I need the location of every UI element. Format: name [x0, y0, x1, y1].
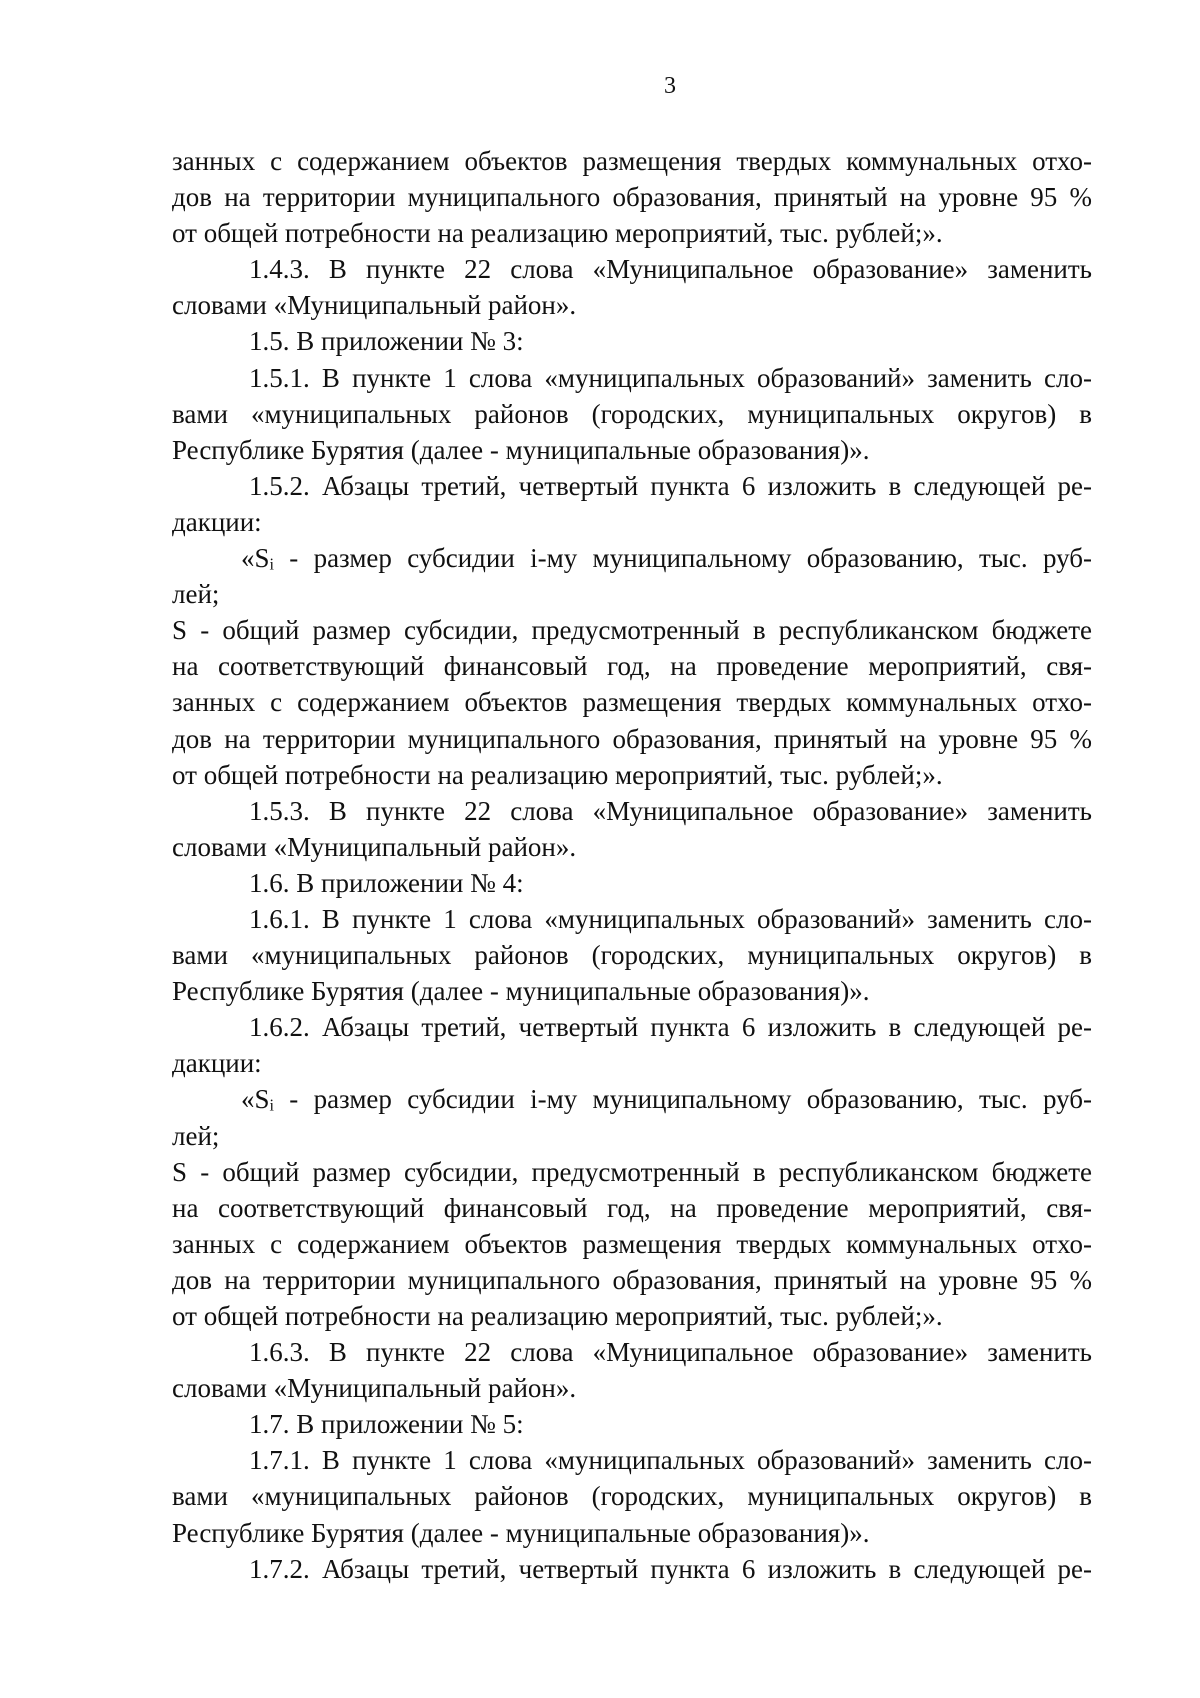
text-line: словами «Муниципальный район». — [172, 1373, 577, 1404]
text-line: 1.7.2. Абзацы третий, четвертый пункта 6 изложить в следующей ре- — [249, 1553, 1092, 1584]
text-line: 1.7.1. В пункте 1 слова «муниципальных образований» заменить сло- — [249, 1445, 1092, 1476]
text-line: «Sᵢ - размер субсидии i-му муниципальному образованию, тыс. руб- — [241, 543, 1092, 574]
text-line: Республике Бурятия (далее - муниципальные образования)». — [172, 434, 870, 465]
text-line: от общей потребности на реализацию мероприятий, тыс. рублей;». — [172, 218, 943, 249]
text-line: 1.6.1. В пункте 1 слова «муниципальных образований» заменить сло- — [249, 903, 1092, 934]
text-line: 1.6.3. В пункте 22 слова «Муниципальное образование» заменить — [249, 1337, 1092, 1368]
page-number: 3 — [664, 73, 676, 99]
text-line: дов на территории муниципального образования, принятый на уровне 95 % — [172, 1264, 1092, 1295]
text-line: S - общий размер субсидии, предусмотренный в республиканском бюджете — [172, 1156, 1092, 1187]
text-line: 1.6.2. Абзацы третий, четвертый пункта 6 изложить в следующей ре- — [249, 1012, 1092, 1043]
text-line: S - общий размер субсидии, предусмотренный в республиканском бюджете — [172, 615, 1092, 646]
text-line: от общей потребности на реализацию мероприятий, тыс. рублей;». — [172, 759, 943, 790]
text-line: Республике Бурятия (далее - муниципальные образования)». — [172, 1517, 870, 1548]
text-line: Республике Бурятия (далее - муниципальные образования)». — [172, 976, 870, 1007]
text-line: 1.5.3. В пункте 22 слова «Муниципальное образование» заменить — [249, 795, 1092, 826]
text-line: 1.4.3. В пункте 22 слова «Муниципальное образование» заменить — [249, 254, 1092, 285]
document-body — [172, 143, 1092, 1587]
text-line: занных с содержанием объектов размещения твердых коммунальных отхо- — [172, 1228, 1092, 1259]
text-line: словами «Муниципальный район». — [172, 831, 577, 862]
text-line: «Sᵢ - размер субсидии i-му муниципальному образованию, тыс. руб- — [241, 1084, 1092, 1115]
text-line: вами «муниципальных районов (городских, муниципальных округов) в — [172, 940, 1092, 971]
text-line: дов на территории муниципального образования, принятый на уровне 95 % — [172, 182, 1092, 213]
text-line: дакции: — [172, 506, 262, 537]
text-line: занных с содержанием объектов размещения твердых коммунальных отхо- — [172, 146, 1092, 176]
text-line: словами «Муниципальный район». — [172, 290, 577, 321]
text-line: от общей потребности на реализацию мероприятий, тыс. рублей;». — [172, 1301, 943, 1331]
text-line: дакции: — [172, 1048, 262, 1079]
text-line: 1.5. В приложении № 3: — [249, 326, 524, 357]
text-line: вами «муниципальных районов (городских, муниципальных округов) в — [172, 398, 1092, 429]
text-line: 1.7. В приложении № 5: — [249, 1409, 524, 1440]
text-line: занных с содержанием объектов размещения твердых коммунальных отхо- — [172, 687, 1092, 718]
text-line: на соответствующий финансовый год, на проведение мероприятий, свя- — [172, 1192, 1092, 1223]
text-line: дов на территории муниципального образования, принятый на уровне 95 % — [172, 723, 1092, 754]
text-line: на соответствующий финансовый год, на проведение мероприятий, свя- — [172, 651, 1092, 682]
text-line: 1.6. В приложении № 4: — [249, 867, 524, 898]
text-line: 1.5.2. Абзацы третий, четвертый пункта 6 изложить в следующей ре- — [249, 470, 1092, 501]
text-line: 1.5.1. В пункте 1 слова «муниципальных образований» заменить сло- — [249, 362, 1092, 393]
text-line: вами «муниципальных районов (городских, муниципальных округов) в — [172, 1481, 1092, 1512]
text-line: лей; — [172, 1120, 220, 1151]
text-line: лей; — [172, 579, 220, 610]
